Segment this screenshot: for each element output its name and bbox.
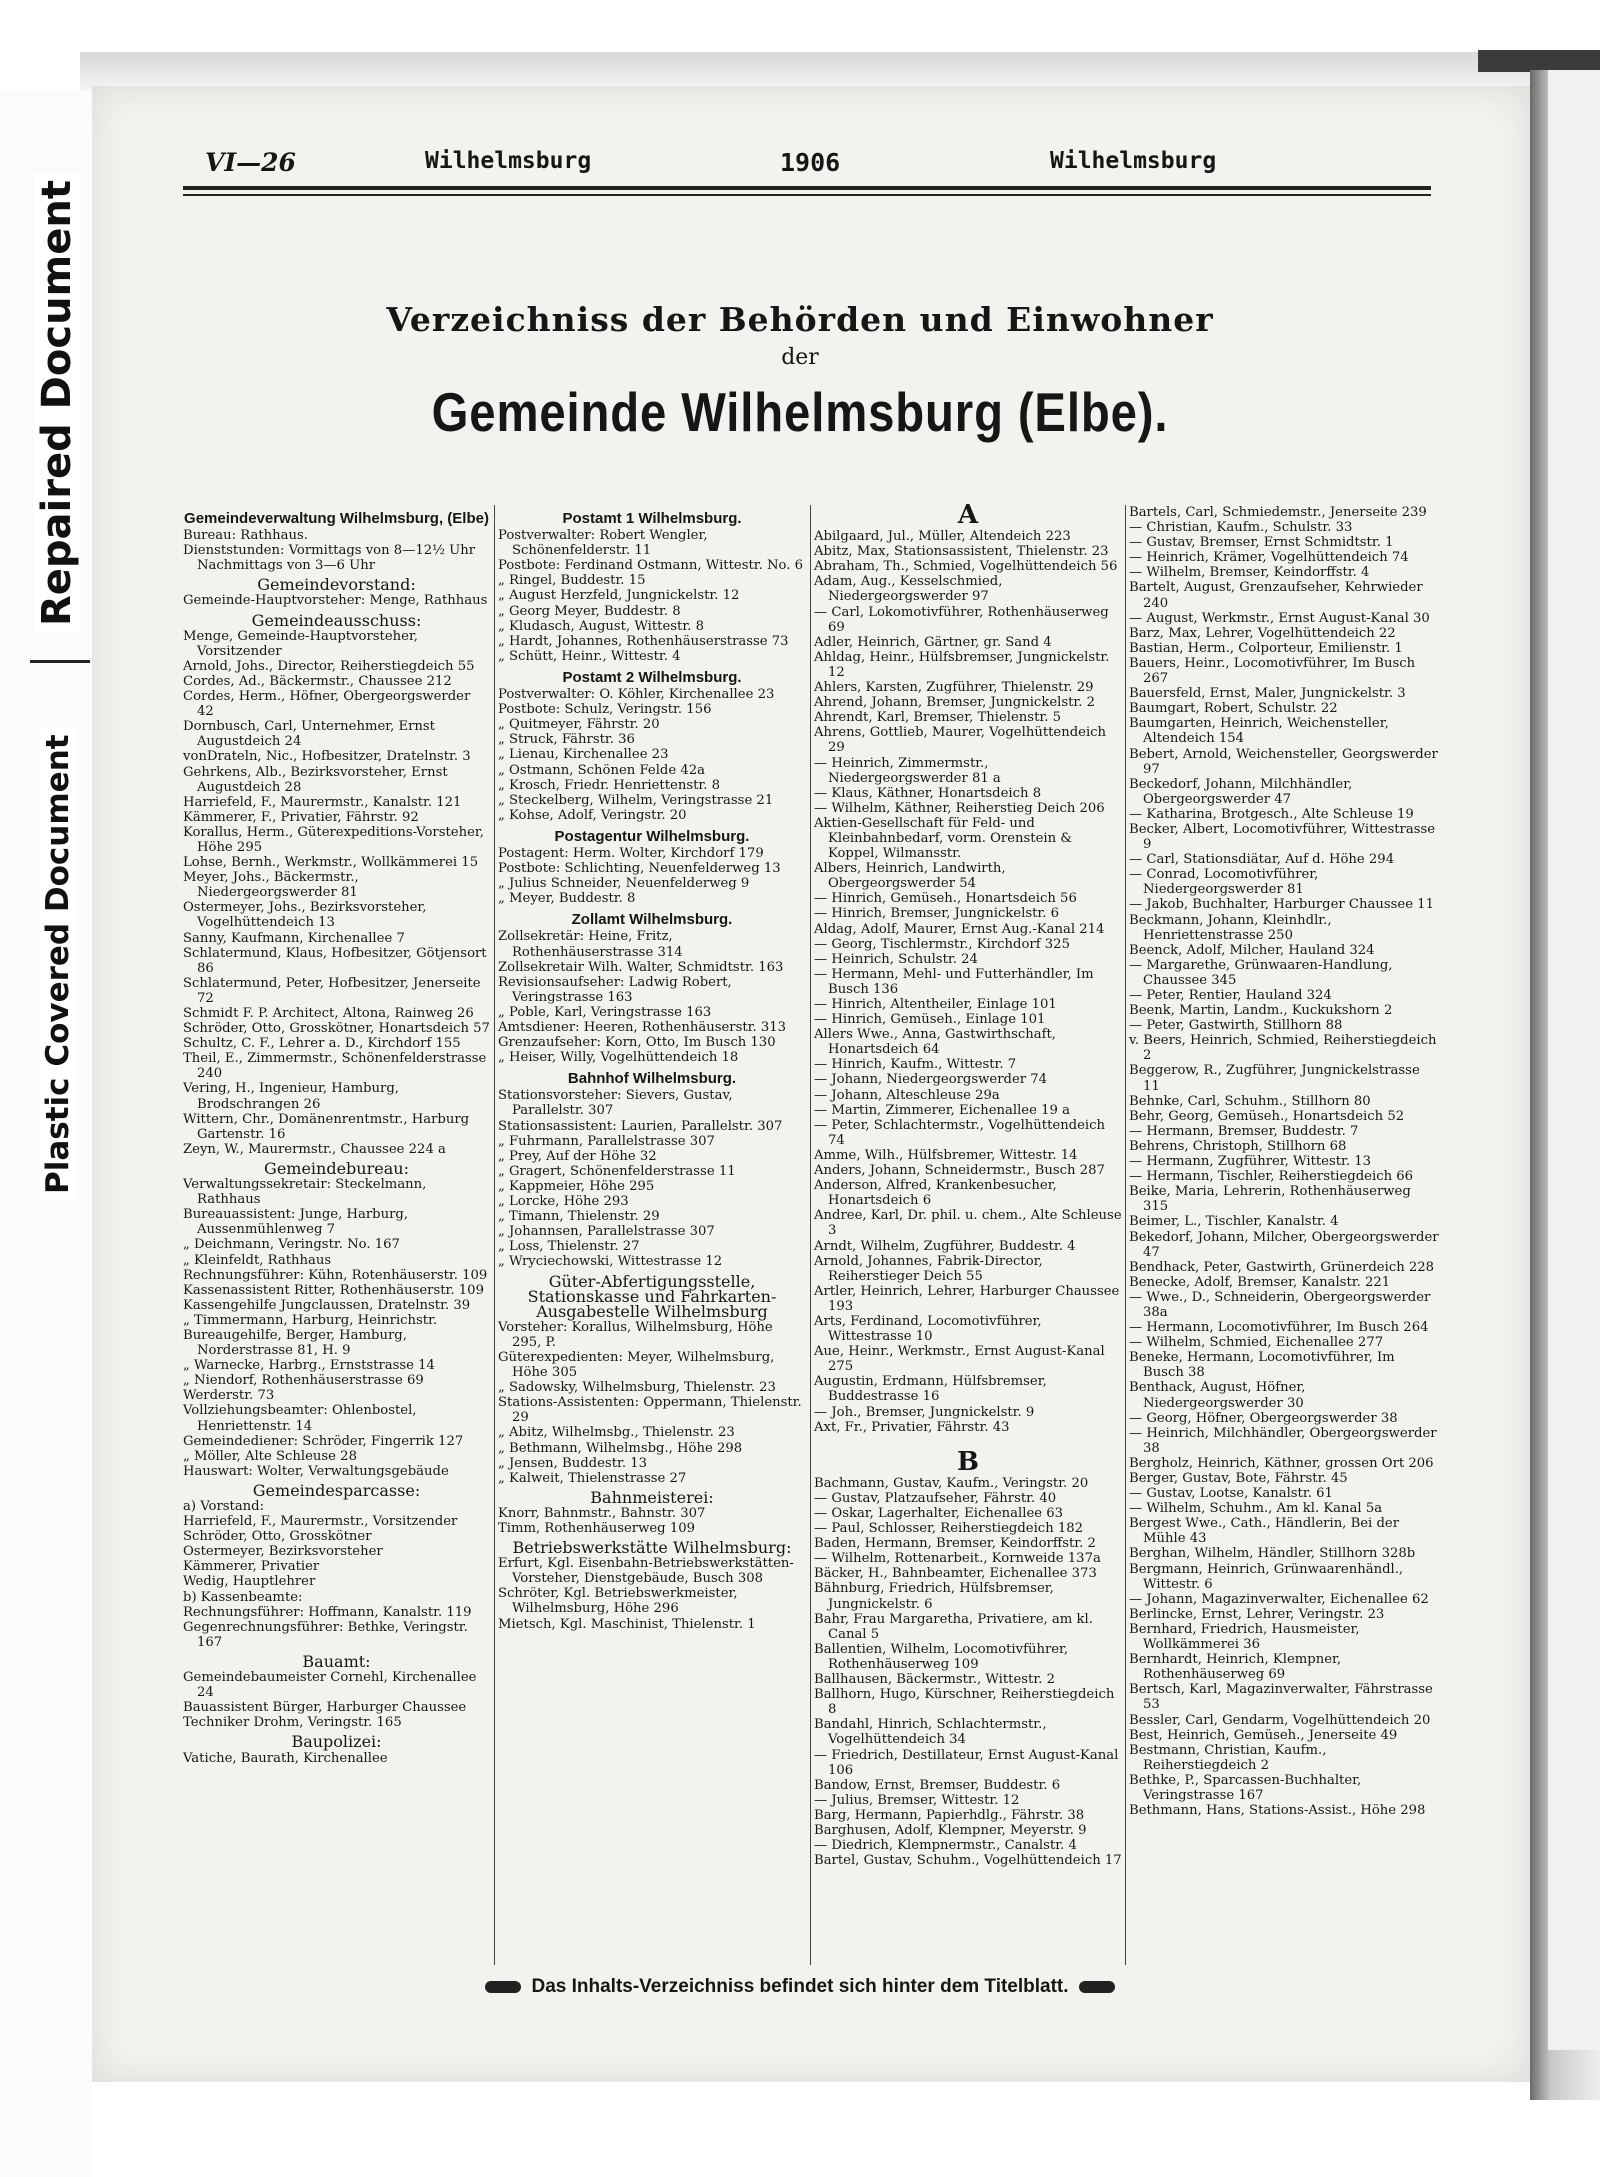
directory-entry: Ahrendt, Karl, Bremser, Thielenstr. 5 — [814, 710, 1061, 726]
directory-entry: Postbote: Ferdinand Ostmann, Wittestr. No. 6 — [498, 558, 804, 574]
directory-entry: Bethmann, Hans, Stations-Assist., Höhe 298 — [1129, 1803, 1426, 1819]
directory-entry: — Wilhelm, Schmied, Eichenallee 277 — [1129, 1335, 1384, 1351]
directory-entry: Mietsch, Kgl. Maschinist, Thielenstr. 1 — [498, 1616, 756, 1632]
directory-entry: — Georg, Höfner, Obergeorgswerder 38 — [1129, 1410, 1398, 1426]
running-head-place-right: Wilhelmsburg — [1050, 148, 1217, 174]
directory-entry: — Hinrich, Kaufm., Wittestr. 7 — [814, 1057, 1017, 1073]
directory-entry: „ Kleinfeldt, Rathhaus — [183, 1252, 332, 1268]
directory-entry: Stationsassistent: Laurien, Parallelstr. 307 — [498, 1118, 783, 1134]
directory-entry: „ Ringel, Buddestr. 15 — [498, 573, 646, 589]
directory-entry: Bebert, Arnold, Weichensteller, Georgswerder 97 — [1129, 746, 1438, 777]
directory-entry: Wittern, Chr., Domänenrentmstr., Harburg Gartenstr. 16 — [183, 1111, 470, 1142]
directory-entry: Schmidt F. P. Architect, Altona, Rainweg 26 — [183, 1006, 474, 1021]
directory-entry: Beike, Maria, Lehrerin, Rothenhäuserweg 315 — [1129, 1184, 1411, 1215]
directory-entry: Bestmann, Christian, Kaufm., Reiherstiegdeich 2 — [1129, 1742, 1327, 1773]
directory-column-3 — [814, 500, 1122, 1869]
directory-entry: a) Vorstand: — [183, 1499, 265, 1514]
directory-entry: Kämmerer, Privatier — [183, 1559, 320, 1575]
section-heading: Gemeindeverwaltung Wilhelmsburg, (Elbe) — [184, 510, 489, 527]
section-heading: Gemeindeausschuss: — [251, 610, 422, 630]
section-heading: Bahnhof Wilhelmsburg. — [567, 1070, 737, 1088]
section-heading: Gemeindebureau: — [264, 1158, 409, 1178]
directory-entry: Ballhorn, Hugo, Kürschner, Reiherstiegdeich 8 — [814, 1687, 1115, 1718]
directory-entry: „ Meyer, Buddestr. 8 — [498, 891, 636, 907]
directory-entry: — Wilhelm, Käthner, Reiherstieg Deich 206 — [814, 800, 1105, 816]
column-divider — [494, 505, 495, 1965]
directory-entry: — Christian, Kaufm., Schulstr. 33 — [1129, 520, 1353, 536]
directory-entry: Andree, Karl, Dr. phil. u. chem., Alte Schleuse 3 — [814, 1208, 1122, 1239]
directory-entry: Sanny, Kaufmann, Kirchenallee 7 — [183, 930, 405, 946]
directory-entry: — Joh., Bremser, Jungnickelstr. 9 — [814, 1404, 1035, 1420]
directory-entry: — Diedrich, Klempnermstr., Canalstr. 4 — [814, 1838, 1077, 1854]
directory-entry: Bartel, Gustav, Schuhm., Vogelhüttendeich 17 — [814, 1853, 1122, 1869]
directory-entry: Berghan, Wilhelm, Händler, Stillhorn 328b — [1129, 1546, 1416, 1562]
directory-entry: — Johann, Alteschleuse 29a — [814, 1087, 1000, 1103]
directory-entry: „ Johannsen, Parallelstrasse 307 — [498, 1224, 715, 1240]
directory-entry: — Peter, Schlachtermstr., Vogelhüttendeich 74 — [814, 1117, 1106, 1148]
directory-column-4 — [1129, 505, 1439, 1818]
directory-entry: Postverwalter: Robert Wengler, Schönenfelderstr. 11 — [498, 528, 708, 559]
directory-entry: Vatiche, Baurath, Kirchenallee — [183, 1750, 388, 1766]
directory-entry: Hauswart: Wolter, Verwaltungsgebäude — [183, 1463, 449, 1479]
directory-entry: Barz, Max, Lehrer, Vogelhüttendeich 22 — [1129, 625, 1396, 641]
directory-entry: Best, Heinrich, Gemüseh., Jenerseite 49 — [1129, 1727, 1398, 1743]
directory-entry: Arts, Ferdinand, Locomotivführer, Wittestrasse 10 — [814, 1313, 1042, 1345]
repaired-document-label: Repaired Document — [34, 174, 80, 632]
directory-entry: Allers Wwe., Anna, Gastwirthschaft, Honartsdeich 64 — [814, 1027, 1056, 1058]
directory-entry: Vollziehungsbeamter: Ohlenbostel, Henriettenstr. 14 — [183, 1403, 417, 1434]
directory-entry: Gegenrechnungsführer: Bethke, Veringstr. 167 — [183, 1619, 468, 1650]
directory-entry: „ Kludasch, August, Wittestr. 8 — [498, 618, 704, 634]
directory-entry: Schultz, C. F., Lehrer a. D., Kirchdorf 155 — [183, 1036, 461, 1052]
directory-entry: — Heinrich, Zimmermstr., Niedergeorgswerder 81 a — [814, 755, 1001, 786]
directory-entry: „ Abitz, Wilhelmsbg., Thielenstr. 23 — [498, 1425, 735, 1441]
directory-entry: Postbote: Schulz, Veringstr. 156 — [498, 702, 712, 718]
directory-entry: Behrens, Christoph, Stillhorn 68 — [1129, 1138, 1347, 1154]
section-heading: Betriebswerkstätte Wilhelmsburg: — [512, 1538, 792, 1558]
directory-entry: Kämmerer, F., Privatier, Fährstr. 92 — [183, 809, 419, 825]
directory-entry: „ Jensen, Buddestr. 13 — [498, 1455, 648, 1471]
directory-entry: Bastian, Herm., Colporteur, Emilienstr. 1 — [1129, 640, 1403, 656]
directory-entry: Theil, E., Zimmermstr., Schönenfelderstrasse 240 — [183, 1051, 487, 1082]
directory-entry: Techniker Drohm, Veringstr. 165 — [183, 1715, 402, 1731]
directory-entry: — Hermann, Tischler, Reiherstiegdeich 66 — [1129, 1169, 1414, 1185]
directory-entry: Beimer, L., Tischler, Kanalstr. 4 — [1129, 1214, 1339, 1230]
directory-entry: Beenk, Martin, Landm., Kuckukshorn 2 — [1129, 1003, 1393, 1019]
directory-entry: Stations-Assistenten: Oppermann, Thielenstr. 29 — [498, 1395, 802, 1426]
directory-entry: „ Timann, Thielenstr. 29 — [498, 1209, 660, 1225]
directory-entry: — Gustav, Platzaufseher, Fährstr. 40 — [814, 1490, 1057, 1506]
directory-entry: Lohse, Bernh., Werkmstr., Wollkämmerei 15 — [183, 855, 479, 871]
directory-entry: Dienststunden: Vormittags von 8—12½ Uhr Nachmittags von 3—6 Uhr — [183, 543, 476, 574]
label-divider — [30, 660, 90, 663]
column-divider — [810, 505, 811, 1965]
directory-entry: — Peter, Rentier, Hauland 324 — [1129, 988, 1332, 1003]
directory-entry: „ Deichmann, Veringstr. No. 167 — [183, 1237, 400, 1253]
directory-entry: „ Wryciechowski, Wittestrasse 12 — [498, 1254, 723, 1270]
directory-entry: Bernhard, Friedrich, Hausmeister, Wollkämmerei 36 — [1129, 1621, 1360, 1653]
column-divider — [1125, 505, 1126, 1965]
directory-entry: Anders, Johann, Schneidermstr., Busch 287 — [814, 1163, 1105, 1179]
directory-entry: Rechnungsführer: Hoffmann, Kanalstr. 119 — [183, 1604, 472, 1620]
directory-entry: — Conrad, Locomotivführer, Niedergeorgswerder 81 — [1129, 867, 1319, 898]
directory-entry: — Wilhelm, Rottenarbeit., Kornweide 137a — [814, 1551, 1101, 1567]
directory-entry: „ Julius Schneider, Neuenfelderweg 9 — [498, 876, 750, 892]
directory-entry: — Carl, Stationsdiätar, Auf d. Höhe 294 — [1129, 852, 1395, 868]
directory-entry: „ Hardt, Johannes, Rothenhäuserstrasse 73 — [498, 633, 789, 649]
directory-entry: Bernhardt, Heinrich, Klempner, Rothenhäuserweg 69 — [1129, 1652, 1342, 1683]
directory-entry: Albers, Heinrich, Landwirth, Obergeorgswerder 54 — [814, 861, 1006, 892]
directory-entry: Beenck, Adolf, Milcher, Hauland 324 — [1129, 942, 1375, 958]
directory-entry: Zollsekretär: Heine, Fritz, Rothenhäuserstrasse 314 — [498, 929, 683, 960]
directory-entry: Adler, Heinrich, Gärtner, gr. Sand 4 — [814, 634, 1052, 650]
directory-entry: Benecke, Adolf, Bremser, Kanalstr. 221 — [1129, 1274, 1391, 1290]
directory-entry: Baden, Hermann, Bremser, Keindorffstr. 2 — [814, 1536, 1096, 1552]
directory-entry: Ballentien, Wilhelm, Locomotivführer, Rothenhäuserweg 109 — [814, 1641, 1069, 1672]
directory-entry: „ Loss, Thielenstr. 27 — [498, 1239, 640, 1255]
directory-entry: — Hermann, Zugführer, Wittestr. 13 — [1129, 1154, 1372, 1170]
directory-entry: — Martin, Zimmerer, Eichenallee 19 a — [814, 1102, 1070, 1118]
directory-entry: — Wwe., D., Schneiderin, Obergeorgswerder 38a — [1129, 1289, 1431, 1320]
directory-entry: Bekedorf, Johann, Milcher, Obergeorgswerder 47 — [1129, 1229, 1439, 1260]
directory-entry: Artler, Heinrich, Lehrer, Harburger Chaussee 193 — [814, 1283, 1120, 1314]
directory-entry: Schröter, Kgl. Betriebswerkmeister, Wilhelmsburg, Höhe 296 — [498, 1586, 738, 1617]
directory-entry: — Hermann, Bremser, Buddestr. 7 — [1129, 1123, 1359, 1139]
directory-entry: — Hermann, Locomotivführer, Im Busch 264 — [1129, 1320, 1429, 1336]
footer-text: Das Inhalts-Verzeichniss befindet sich hinter dem Titelblatt. — [531, 1976, 1069, 1997]
directory-entry: — Wilhelm, Schuhm., Am kl. Kanal 5a — [1129, 1501, 1383, 1517]
pointing-hand-icon — [1079, 1981, 1115, 1993]
directory-column-1 — [183, 505, 490, 1766]
directory-entry: Harriefeld, F., Maurermstr., Kanalstr. 121 — [183, 794, 462, 810]
directory-entry: „ Kappmeier, Höhe 295 — [498, 1178, 655, 1194]
directory-entry: Abilgaard, Jul., Müller, Altendeich 223 — [814, 529, 1071, 545]
directory-entry: Ahlers, Karsten, Zugführer, Thielenstr. 29 — [814, 680, 1094, 696]
directory-entry: Berlincke, Ernst, Lehrer, Veringstr. 23 — [1129, 1606, 1385, 1622]
directory-entry: Erfurt, Kgl. Eisenbahn-Betriebswerkstätten-Vorsteher, Dienstgebäude, Busch 308 — [498, 1556, 794, 1587]
page-number: VI—26 — [205, 148, 296, 177]
directory-entry: Gemeinde-Hauptvorsteher: Menge, Rathhaus — [183, 593, 488, 609]
directory-entry: Wedig, Hauptlehrer — [183, 1574, 316, 1590]
directory-entry: Adam, Aug., Kesselschmied, Niedergeorgswerder 97 — [814, 574, 1003, 605]
directory-entry: Bergmann, Heinrich, Grünwaarenhändl., Wittestr. 6 — [1129, 1561, 1404, 1592]
directory-entry: Werderstr. 73 — [183, 1388, 275, 1404]
directory-entry: „ Poble, Karl, Veringstrasse 163 — [498, 1004, 712, 1020]
directory-entry: — Julius, Bremser, Wittestr. 12 — [814, 1792, 1020, 1808]
directory-entry: Postagent: Herm. Wolter, Kirchdorf 179 — [498, 845, 764, 861]
directory-entry: Bandahl, Hinrich, Schlachtermstr., Vogelhüttendeich 34 — [814, 1717, 1047, 1748]
directory-entry: Bachmann, Gustav, Kaufm., Veringstr. 20 — [814, 1475, 1089, 1491]
directory-entry: Schröder, Otto, Grosskötner, Honartsdeich 57 — [183, 1021, 490, 1037]
directory-entry: — Johann, Niedergeorgswerder 74 — [814, 1072, 1048, 1088]
directory-entry: Schlatermund, Klaus, Hofbesitzer, Götjensort 86 — [183, 945, 487, 976]
directory-entry: Gemeindebaumeister Cornehl, Kirchenallee 24 — [183, 1670, 477, 1701]
header-rule-thick — [183, 186, 1431, 190]
directory-entry: Bauassistent Bürger, Harburger Chaussee — [183, 1700, 467, 1716]
footer-note — [0, 1976, 1600, 1998]
directory-entry: Aktien-Gesellschaft für Feld- und Kleinbahnbedarf, vorm. Orenstein & Koppel, Wilmansstr. — [814, 815, 1073, 862]
directory-entry: Postverwalter: O. Köhler, Kirchenallee 23 — [498, 687, 775, 703]
directory-entry: Postbote: Schlichting, Neuenfelderweg 13 — [498, 861, 781, 877]
directory-entry: Korallus, Herm., Güterexpeditions-Vorsteher, Höhe 295 — [183, 824, 484, 855]
directory-entry: „ Heiser, Willy, Vogelhüttendeich 18 — [498, 1050, 739, 1066]
directory-entry: — Katharina, Brotgesch., Alte Schleuse 19 — [1129, 806, 1414, 822]
directory-entry: Zeyn, W., Maurermstr., Chaussee 224 a — [183, 1141, 446, 1157]
directory-entry: Menge, Gemeinde-Hauptvorsteher, Vorsitzender — [183, 628, 418, 659]
directory-entry: Stationsvorsteher: Sievers, Gustav, Parallelstr. 307 — [498, 1088, 733, 1119]
section-heading: Zollamt Wilhelmsburg. — [571, 911, 733, 929]
section-heading: Gemeindevorstand: — [257, 575, 416, 595]
running-head — [185, 148, 1430, 188]
directory-entry: — Johann, Magazinverwalter, Eichenallee 62 — [1129, 1591, 1429, 1607]
directory-entry: Aue, Heinr., Werkmstr., Ernst August-Kanal 275 — [814, 1344, 1105, 1375]
directory-entry: „ Kohse, Adolf, Veringstr. 20 — [498, 807, 687, 823]
directory-entry: — Hinrich, Bremser, Jungnickelstr. 6 — [814, 906, 1060, 922]
directory-entry: Ostermeyer, Johs., Bezirksvorsteher, Vogelhüttendeich 13 — [183, 900, 427, 931]
letter-heading: A — [957, 500, 979, 530]
section-heading: Güter-Abfertigungsstelle, Stationskasse und Fahrkarten-Ausgabestelle Wilhelmsburg — [527, 1271, 777, 1321]
directory-entry: Arndt, Wilhelm, Zugführer, Buddestr. 4 — [814, 1238, 1076, 1254]
directory-entry: Bandow, Ernst, Bremser, Buddestr. 6 — [814, 1777, 1061, 1793]
directory-entry: Bauersfeld, Ernst, Maler, Jungnickelstr. 3 — [1129, 686, 1406, 702]
directory-entry: Kassengehilfe Jungclaussen, Dratelnstr. 39 — [183, 1297, 471, 1313]
directory-entry: — Peter, Gastwirth, Stillhorn 88 — [1129, 1018, 1343, 1034]
directory-entry: „ Ostmann, Schönen Felde 42a — [498, 762, 706, 778]
directory-entry: — Friedrich, Destillateur, Ernst August-Kanal 106 — [814, 1747, 1119, 1778]
directory-entry: — Heinrich, Krämer, Vogelhüttendeich 74 — [1129, 550, 1409, 566]
directory-entry: Beckmann, Johann, Kleinhdlr., Henriettenstrasse 250 — [1129, 912, 1332, 943]
directory-entry: Bahr, Frau Margaretha, Privatiere, am kl. Canal 5 — [814, 1611, 1093, 1642]
directory-entry: Harriefeld, F., Maurermstr., Vorsitzender — [183, 1514, 458, 1530]
section-heading: Baupolizei: — [291, 1732, 382, 1752]
section-heading: Bauamt: — [302, 1651, 371, 1671]
scan-corner-edge — [1478, 50, 1600, 72]
directory-entry: vonDrateln, Nic., Hofbesitzer, Dratelnstr. 3 — [183, 749, 471, 765]
directory-entry: „ Sadowsky, Wilhelmsburg, Thielenstr. 23 — [498, 1380, 776, 1396]
directory-entry: Güterexpedienten: Meyer, Wilhelmsburg, Höhe 305 — [498, 1349, 775, 1381]
directory-entry: Kassenassistent Ritter, Rothenhäuserstr. 109 — [183, 1282, 484, 1298]
directory-entry: Berger, Gustav, Bote, Fährstr. 45 — [1129, 1471, 1348, 1486]
directory-entry: „ Quitmeyer, Fährstr. 20 — [498, 717, 660, 733]
directory-entry: Baumgart, Robert, Schulstr. 22 — [1129, 701, 1338, 717]
directory-entry: b) Kassenbeamte: — [183, 1589, 303, 1605]
directory-entry: Knorr, Bahnmstr., Bahnstr. 307 — [498, 1505, 706, 1521]
directory-entry: „ Möller, Alte Schleuse 28 — [183, 1448, 357, 1464]
directory-entry: „ Krosch, Friedr. Henriettenstr. 8 — [498, 777, 721, 793]
directory-entry: — Gustav, Lootse, Kanalstr. 61 — [1129, 1486, 1333, 1502]
pointing-hand-icon — [485, 1981, 521, 1993]
directory-entry: „ Kalweit, Thielenstrasse 27 — [498, 1470, 687, 1486]
directory-entry: Schröder, Otto, Grosskötner — [183, 1529, 372, 1545]
directory-entry: Meyer, Johs., Bäckermstr., Niedergeorgswerder 81 — [183, 870, 359, 901]
directory-entry: — Carl, Lokomotivführer, Rothenhäuserweg 69 — [814, 604, 1109, 635]
directory-entry: Ahldag, Heinr., Hülfsbremser, Jungnickelstr. 12 — [814, 649, 1110, 680]
directory-entry: Behnke, Carl, Schuhm., Stillhorn 80 — [1129, 1093, 1371, 1109]
directory-entry: — Hinrich, Altentheiler, Einlage 101 — [814, 997, 1057, 1012]
directory-entry: — Klaus, Käthner, Honartsdeich 8 — [814, 785, 1042, 801]
directory-entry: Bartels, Carl, Schmiedemstr., Jenerseite 239 — [1129, 505, 1427, 520]
directory-entry: „ Warnecke, Harbrg., Ernststrasse 14 — [183, 1358, 435, 1374]
directory-entry: — Hinrich, Gemüseh., Honartsdeich 56 — [814, 891, 1077, 907]
document-title-line1: Verzeichniss der Behörden und Einwohner — [386, 300, 1214, 339]
directory-entry: — August, Werkmstr., Ernst August-Kanal 30 — [1129, 610, 1430, 626]
directory-entry: Vering, H., Ingenieur, Hamburg, Brodschrangen 26 — [183, 1081, 399, 1112]
directory-entry: Bendhack, Peter, Gastwirth, Grünerdeich 228 — [1129, 1259, 1435, 1275]
directory-entry: Bethke, P., Sparcassen-Buchhalter, Veringstrasse 167 — [1129, 1772, 1362, 1803]
directory-entry: Cordes, Herm., Höfner, Obergeorgswerder 42 — [183, 689, 471, 720]
directory-column-2 — [498, 505, 806, 1632]
letter-heading: B — [957, 1446, 979, 1477]
directory-entry: „ Niendorf, Rothenhäuserstrasse 69 — [183, 1373, 424, 1389]
directory-entry: — Gustav, Bremser, Ernst Schmidtstr. 1 — [1129, 535, 1394, 551]
directory-entry: Bureau: Rathhaus. — [183, 528, 308, 544]
directory-entry: Bureaugehilfe, Berger, Hamburg, Norderstrasse 81, H. 9 — [183, 1327, 407, 1359]
running-head-place-left: Wilhelmsburg — [425, 148, 592, 174]
directory-entry: Amme, Wilh., Hülfsbremer, Wittestr. 14 — [814, 1147, 1078, 1163]
directory-entry: Ostermeyer, Bezirksvorsteher — [183, 1544, 383, 1560]
directory-entry: Schlatermund, Peter, Hofbesitzer, Jenerseite 72 — [183, 975, 481, 1006]
directory-entry: „ Prey, Auf der Höhe 32 — [498, 1148, 657, 1164]
directory-entry: „ Lienau, Kirchenallee 23 — [498, 747, 669, 763]
directory-entry: Zollsekretair Wilh. Walter, Schmidtstr. 163 — [498, 959, 784, 975]
directory-entry: Arnold, Johannes, Fabrik-Director, Reiherstieger Deich 55 — [814, 1253, 1043, 1284]
directory-entry: — Oskar, Lagerhalter, Eichenallee 63 — [814, 1506, 1064, 1521]
header-rule-thin — [183, 194, 1431, 196]
directory-entry: Ahrend, Johann, Bremser, Jungnickelstr. 2 — [814, 695, 1096, 711]
document-title-main: Gemeinde Wilhelmsburg (Elbe). — [431, 381, 1169, 443]
document-title-line2: der — [781, 345, 819, 370]
directory-entry: Vorsteher: Korallus, Wilhelmsburg, Höhe 295, P. — [498, 1319, 773, 1350]
directory-entry: Beckedorf, Johann, Milchhändler, Obergeorgswerder 47 — [1129, 776, 1353, 807]
directory-entry: Rechnungsführer: Kühn, Rotenhäuserstr. 109 — [183, 1267, 488, 1283]
section-heading: Gemeindesparcasse: — [252, 1480, 421, 1500]
plastic-covered-label: Plastic Covered Document — [40, 728, 76, 1200]
directory-entry: Timm, Rothenhäuserweg 109 — [498, 1521, 695, 1536]
directory-entry: — Heinrich, Schulstr. 24 — [814, 951, 978, 967]
running-head-year: 1906 — [780, 148, 841, 177]
directory-entry: Behr, Georg, Gemüseh., Honartsdeich 52 — [1129, 1108, 1405, 1124]
section-heading: Postagentur Wilhelmsburg. — [554, 827, 750, 845]
directory-entry: „ August Herzfeld, Jungnickelstr. 12 — [498, 588, 740, 604]
directory-entry: Beneke, Hermann, Locomotivführer, Im Busch 38 — [1129, 1350, 1395, 1381]
directory-entry: Amtsdiener: Heeren, Rothenhäuserstr. 313 — [498, 1020, 787, 1035]
directory-entry: Barghusen, Adolf, Klempner, Meyerstr. 9 — [814, 1822, 1087, 1838]
directory-entry: Verwaltungssekretair: Steckelmann, Rathhaus — [183, 1177, 427, 1208]
directory-entry: Anderson, Alfred, Krankenbesucher, Honartsdeich 6 — [814, 1178, 1057, 1209]
directory-entry: „ Timmermann, Harburg, Heinrichstr. — [183, 1312, 438, 1328]
section-heading: Postamt 1 Wilhelmsburg. — [562, 510, 742, 527]
directory-entry: Axt, Fr., Privatier, Fährstr. 43 — [814, 1419, 1010, 1435]
directory-entry: Dornbusch, Carl, Unternehmer, Ernst Augustdeich 24 — [183, 719, 435, 750]
directory-entry: „ Fuhrmann, Parallelstrasse 307 — [498, 1133, 715, 1149]
directory-entry: „ Lorcke, Höhe 293 — [498, 1194, 629, 1210]
directory-entry: „ Struck, Fährstr. 36 — [498, 732, 635, 748]
directory-entry: — Jakob, Buchhalter, Harburger Chaussee 11 — [1129, 897, 1434, 913]
directory-entry: Bauers, Heinr., Locomotivführer, Im Busch 267 — [1129, 655, 1416, 687]
directory-entry: Arnold, Johs., Director, Reiherstiegdeich 55 — [183, 658, 475, 674]
directory-entry: „ Georg Meyer, Buddestr. 8 — [498, 603, 681, 619]
directory-entry: „ Schütt, Heinr., Wittestr. 4 — [498, 648, 681, 664]
directory-entry: — Hinrich, Gemüseh., Einlage 101 — [814, 1012, 1046, 1028]
directory-entry: Abraham, Th., Schmied, Vogelhüttendeich 56 — [814, 559, 1118, 575]
directory-entry: Benthack, August, Höfner, Niedergeorgswerder 30 — [1129, 1380, 1306, 1411]
directory-entry: Bertsch, Karl, Magazinverwalter, Fährstrasse 53 — [1129, 1682, 1433, 1713]
directory-entry: v. Beers, Heinrich, Schmied, Reiherstiegdeich 2 — [1129, 1033, 1437, 1064]
directory-entry: — Georg, Tischlermstr., Kirchdorf 325 — [814, 936, 1070, 952]
directory-entry: Bähnburg, Friedrich, Hülfsbremser, Jungnickelstr. 6 — [814, 1581, 1054, 1612]
directory-entry: Abitz, Max, Stationsassistent, Thielenstr. 23 — [814, 544, 1109, 560]
directory-entry: „ Gragert, Schönenfelderstrasse 11 — [498, 1163, 736, 1179]
section-heading: Postamt 2 Wilhelmsburg. — [562, 668, 742, 686]
directory-entry: Beggerow, R., Zugführer, Jungnickelstrasse 11 — [1129, 1063, 1420, 1094]
directory-entry: Aldag, Adolf, Maurer, Ernst Aug.-Kanal 214 — [814, 921, 1105, 937]
directory-entry: Barg, Hermann, Papierhdlg., Fährstr. 38 — [814, 1807, 1085, 1823]
directory-entry: — Heinrich, Milchhändler, Obergeorgswerder 38 — [1129, 1425, 1437, 1456]
directory-entry: Revisionsaufseher: Ladwig Robert, Veringstrasse 163 — [498, 974, 732, 1005]
directory-entry: „ Bethmann, Wilhelmsbg., Höhe 298 — [498, 1440, 743, 1456]
directory-entry: Augustin, Erdmann, Hülfsbremser, Buddestrasse 16 — [814, 1374, 1047, 1405]
directory-entry: Bäcker, H., Bahnbeamter, Eichenallee 373 — [814, 1566, 1097, 1582]
section-heading: Bahnmeisterei: — [590, 1487, 714, 1507]
directory-entry: Bartelt, August, Grenzaufseher, Kehrwieder 240 — [1129, 580, 1423, 611]
directory-entry: — Wilhelm, Bremser, Keindorffstr. 4 — [1129, 565, 1370, 581]
directory-entry: Baumgarten, Heinrich, Weichensteller, Altendeich 154 — [1129, 716, 1389, 747]
directory-entry: Bureauassistent: Junge, Harburg, Aussenmühlenweg 7 — [183, 1207, 409, 1238]
directory-entry: Ballhausen, Bäckermstr., Wittestr. 2 — [814, 1672, 1055, 1688]
directory-entry: Gemeindediener: Schröder, Fingerrik 127 — [183, 1433, 464, 1449]
directory-entry: Becker, Albert, Locomotivführer, Wittestrasse 9 — [1129, 821, 1436, 853]
directory-entry: Gehrkens, Alb., Bezirksvorsteher, Ernst Augustdeich 28 — [183, 764, 448, 795]
directory-entry: Bergest Wwe., Cath., Händlerin, Bei der Mühle 43 — [1129, 1516, 1400, 1547]
directory-entry: „ Steckelberg, Wilhelm, Veringstrasse 21 — [498, 792, 774, 808]
directory-entry: Ahrens, Gottlieb, Maurer, Vogelhüttendeich 29 — [814, 725, 1107, 756]
directory-entry: Bergholz, Heinrich, Käthner, grossen Ort 206 — [1129, 1455, 1434, 1471]
directory-entry: Cordes, Ad., Bäckermstr., Chaussee 212 — [183, 673, 452, 689]
directory-entry: Grenzaufseher: Korn, Otto, Im Busch 130 — [498, 1035, 776, 1051]
directory-entry: Bessler, Carl, Gendarm, Vogelhüttendeich 20 — [1129, 1712, 1431, 1728]
directory-entry: — Margarethe, Grünwaaren-Handlung, Chaussee 345 — [1129, 957, 1393, 988]
directory-entry: — Hermann, Mehl- und Futterhändler, Im Busch 136 — [814, 966, 1094, 997]
directory-entry: — Paul, Schlosser, Reiherstiegdeich 182 — [814, 1521, 1084, 1537]
